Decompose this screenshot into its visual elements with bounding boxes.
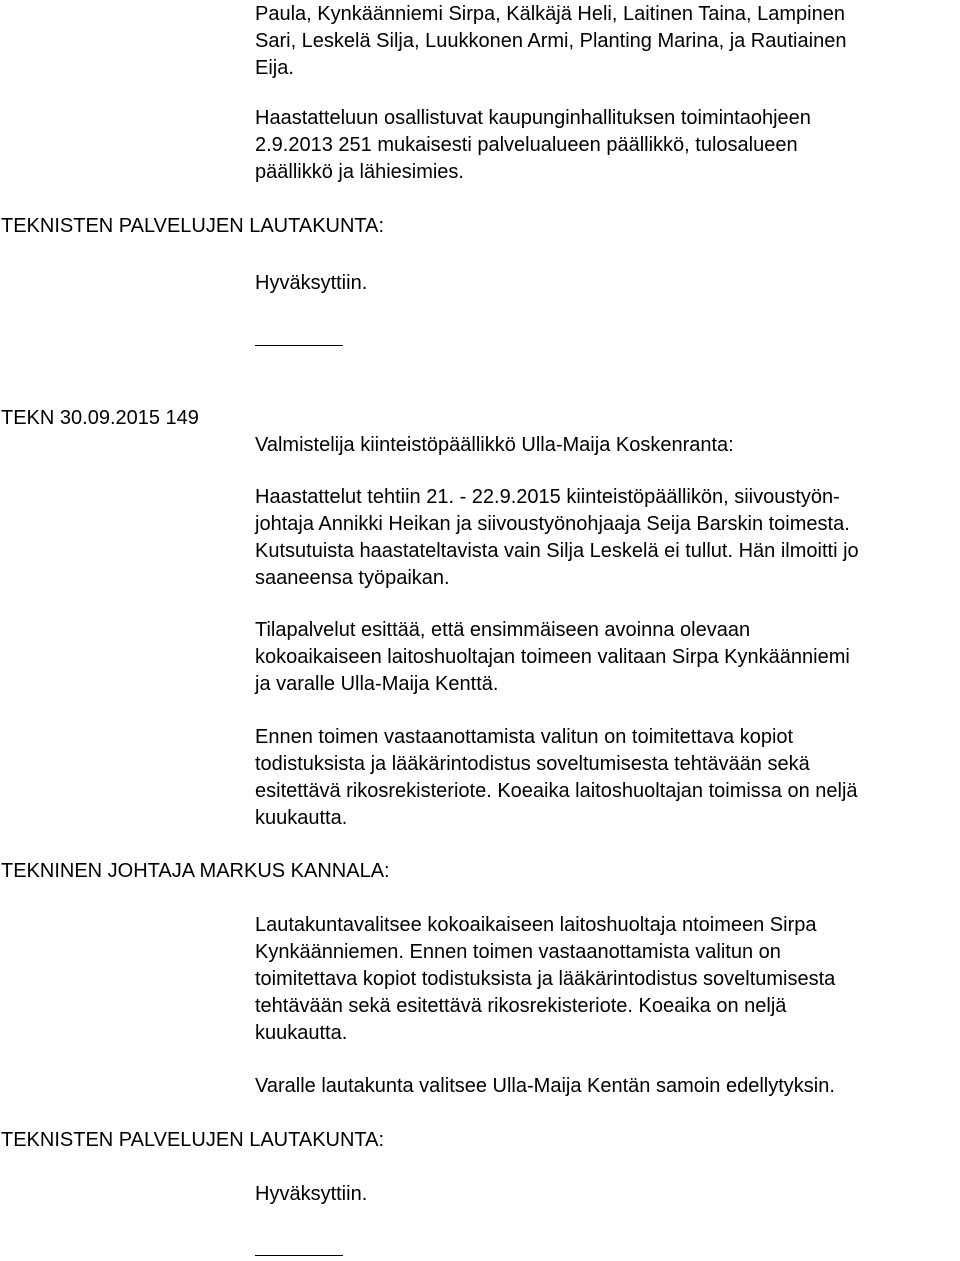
text-line: Paula, Kynkäänniemi Sirpa, Kälkäjä Heli, Laitinen Taina, Lampinen (255, 3, 845, 25)
text-line: ja varalle Ulla-Maija Kenttä. (255, 673, 499, 695)
board-proposal-paragraph (255, 912, 835, 1047)
text-line: Sari, Leskelä Silja, Luukkonen Armi, Planting Marina, ja Rautiainen (255, 30, 847, 52)
interviews-paragraph (255, 484, 859, 592)
text-line: kuukautta. (255, 807, 348, 829)
text-line: päällikkö ja lähiesimies. (255, 161, 464, 183)
meeting-reference: TEKN 30.09.2015 149 (1, 407, 199, 429)
reserve-paragraph: Varalle lautakunta valitsee Ulla-Maija Kentän samoin edellytyksin. (255, 1075, 835, 1097)
text-line: toimitettava kopiot todistuksista ja lääkärintodistus soveltumisesta (255, 968, 836, 990)
text-line: Kutsutuista haastateltavista vain Silja Leskelä ei tullut. Hän ilmoitti jo (255, 540, 859, 562)
preparer-line: Valmistelija kiinteistöpäällikkö Ulla-Maija Koskenranta: (255, 434, 734, 456)
text-line: 2.9.2013 251 mukaisesti palvelualueen päällikkö, tulosalueen (255, 134, 798, 156)
section-divider (255, 345, 343, 346)
text-line: Ennen toimen vastaanottamista valitun on toimitettava kopiot (255, 726, 794, 748)
text-line: kokoaikaiseen laitoshuoltajan toimeen valitaan Sirpa Kynkäänniemi (255, 646, 850, 668)
text-line: esitettävä rikosrekisteriote. Koeaika laitoshuoltajan toimissa on neljä (255, 780, 858, 802)
intro-paragraph (255, 1, 846, 82)
decision-text: Hyväksyttiin. (255, 272, 368, 294)
decision-text: Hyväksyttiin. (255, 1183, 368, 1205)
text-line: saaneensa työpaikan. (255, 567, 450, 589)
interview-paragraph (255, 105, 811, 186)
text-line: johtaja Annikki Heikan ja siivoustyönohjaaja Seija Barskin toimesta. (255, 513, 850, 535)
text-line: tehtävään sekä esitettävä rikosrekisteriote. Koeaika on neljä (255, 995, 787, 1017)
text-line: Tilapalvelut esittää, että ensimmäiseen avoinna olevaan (255, 619, 751, 641)
text-line: Eija. (255, 57, 294, 79)
text-line: Haastatteluun osallistuvat kaupunginhallituksen toimintaohjeen (255, 107, 811, 129)
proposal-paragraph (255, 617, 850, 698)
board-heading: TEKNISTEN PALVELUJEN LAUTAKUNTA: (1, 215, 385, 237)
text-line: todistuksista ja lääkärintodistus soveltumisesta tehtävään sekä (255, 753, 810, 775)
section-divider (255, 1255, 343, 1256)
board-heading: TEKNISTEN PALVELUJEN LAUTAKUNTA: (1, 1129, 385, 1151)
text-line: Haastattelut tehtiin 21. - 22.9.2015 kiinteistöpäällikön, siivoustyön- (255, 486, 840, 508)
text-line: kuukautta. (255, 1022, 348, 1044)
text-line: Lautakuntavalitsee kokoaikaiseen laitoshuoltaja ntoimeen Sirpa (255, 914, 817, 936)
director-heading: TEKNINEN JOHTAJA MARKUS KANNALA: (1, 860, 390, 882)
conditions-paragraph (255, 724, 858, 832)
text-line: Kynkäänniemen. Ennen toimen vastaanottamista valitun on (255, 941, 781, 963)
